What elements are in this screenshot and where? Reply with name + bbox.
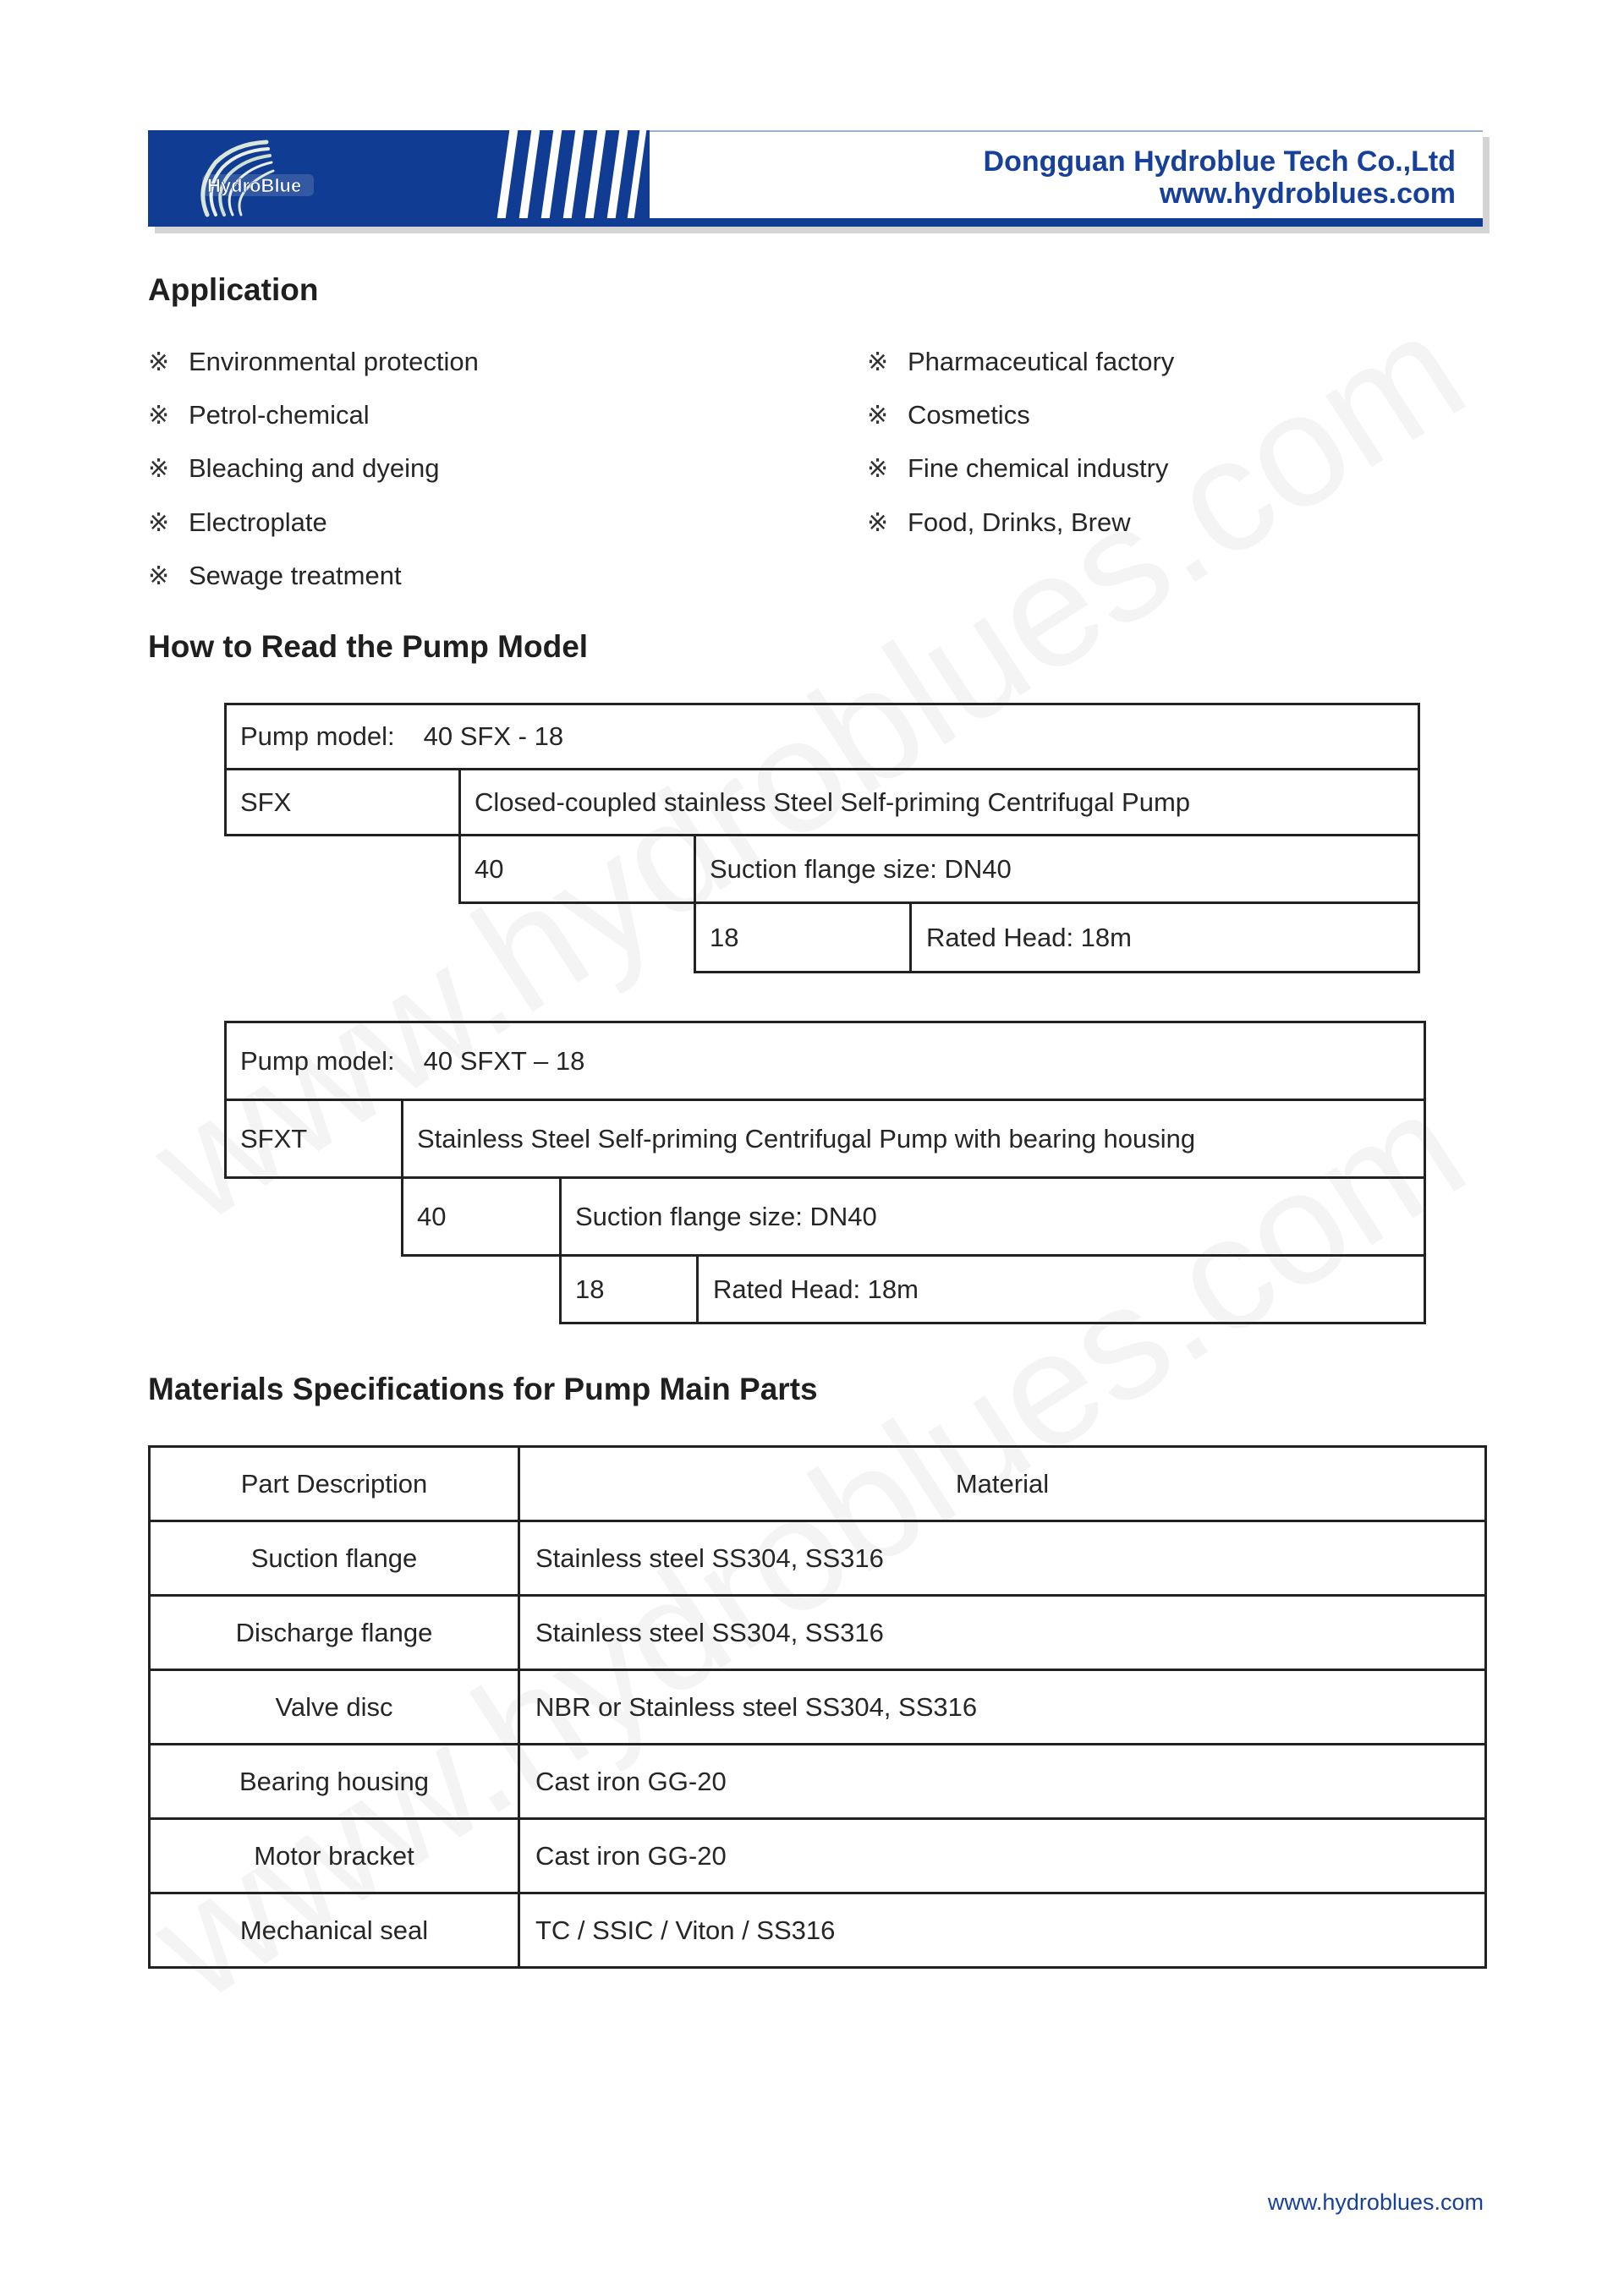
materials-table [148, 1445, 1487, 1969]
size-description: Suction flange size: DN40 [710, 854, 1012, 884]
table-border [224, 1021, 1426, 1023]
part-material: Cast iron GG-20 [519, 1745, 1486, 1819]
application-item [867, 507, 1131, 538]
table-row [150, 1745, 1486, 1819]
part-description: Valve disc [150, 1670, 519, 1745]
bullet-icon: ※ [867, 348, 889, 376]
series-code: SFX [240, 787, 292, 817]
table-border [694, 834, 696, 973]
application-item [867, 347, 1174, 377]
header-stripe [585, 130, 606, 218]
application-item-label: Environmental protection [189, 347, 479, 376]
series-code: SFXT [240, 1124, 308, 1153]
model-value: 40 SFX - 18 [423, 721, 564, 751]
table-border [401, 1254, 1426, 1257]
footer-website-link[interactable]: www.hydroblues.com [1267, 2189, 1484, 2215]
table-row [150, 1819, 1486, 1893]
application-item-label: Fine chemical industry [908, 453, 1169, 483]
table-row [150, 1521, 1486, 1596]
part-material: Stainless steel SS304, SS316 [519, 1596, 1486, 1670]
header-stripe [607, 130, 628, 218]
bullet-icon: ※ [148, 562, 170, 590]
application-item [148, 400, 370, 430]
application-item [148, 507, 327, 538]
part-description: Discharge flange [150, 1596, 519, 1670]
part-material: NBR or Stainless steel SS304, SS316 [519, 1670, 1486, 1745]
application-item-label: Petrol-chemical [189, 400, 370, 430]
model-row [225, 1022, 584, 1100]
hydroblue-logo [190, 137, 326, 222]
model-label: Pump model: [240, 1046, 395, 1076]
table-border [224, 703, 1420, 705]
series-description: Stainless Steel Self-priming Centrifugal Pump with bearing housing [417, 1124, 1196, 1153]
table-border [224, 703, 227, 836]
application-item [867, 400, 1030, 430]
table-border [224, 1021, 227, 1179]
application-item-label: Pharmaceutical factory [908, 347, 1175, 376]
head-description: Rated Head: 18m [713, 1274, 919, 1304]
application-item [148, 561, 402, 591]
application-item [148, 347, 479, 377]
head-code: 18 [710, 923, 739, 952]
series-description: Closed-coupled stainless Steel Self-priming Centrifugal Pump [475, 787, 1191, 817]
table-row [150, 1596, 1486, 1670]
model-value: 40 SFXT – 18 [423, 1046, 585, 1076]
table-border [909, 901, 912, 973]
size-code: 40 [475, 854, 504, 884]
bullet-icon: ※ [148, 509, 170, 537]
table-border [458, 768, 461, 904]
table-border [401, 1099, 403, 1257]
bullet-icon: ※ [148, 402, 170, 430]
table-border [224, 1099, 1426, 1101]
table-row [150, 1893, 1486, 1968]
logo-text: HydroBlue [207, 175, 302, 196]
company-name: Dongguan Hydroblue Tech Co.,Ltd [983, 145, 1456, 178]
pump-model-heading: How to Read the Pump Model [148, 629, 589, 664]
bullet-icon: ※ [148, 348, 170, 376]
model-row [225, 704, 563, 770]
table-border [696, 1254, 699, 1324]
application-item-label: Electroplate [189, 507, 327, 537]
table-header-row [150, 1447, 1486, 1521]
head-code: 18 [575, 1274, 605, 1304]
application-item-label: Cosmetics [908, 400, 1030, 430]
table-border [224, 834, 1420, 836]
size-code: 40 [417, 1202, 447, 1231]
header-stripe [519, 130, 540, 218]
part-material: TC / SSIC / Viton / SS316 [519, 1893, 1486, 1968]
table-border [224, 768, 1420, 770]
header-website: www.hydroblues.com [1159, 178, 1456, 210]
application-item-label: Bleaching and dyeing [189, 453, 440, 483]
application-item-label: Food, Drinks, Brew [908, 507, 1131, 537]
header-bottom-bar [148, 218, 1483, 227]
head-description: Rated Head: 18m [926, 923, 1132, 952]
application-item [867, 453, 1168, 484]
bullet-icon: ※ [867, 509, 889, 537]
table-border [224, 1176, 1426, 1179]
application-item [148, 453, 439, 484]
column-header-part: Part Description [150, 1447, 519, 1521]
materials-heading: Materials Specifications for Pump Main Parts [148, 1372, 818, 1406]
header-top-line [650, 130, 1483, 132]
bullet-icon: ※ [867, 402, 889, 430]
part-description: Suction flange [150, 1521, 519, 1596]
part-description: Bearing housing [150, 1745, 519, 1819]
table-border [1418, 703, 1420, 973]
application-heading: Application [148, 272, 319, 307]
table-border [559, 1322, 1426, 1324]
part-description: Motor bracket [150, 1819, 519, 1893]
table-row [150, 1670, 1486, 1745]
part-material: Stainless steel SS304, SS316 [519, 1521, 1486, 1596]
bullet-icon: ※ [867, 455, 889, 483]
application-item-label: Sewage treatment [189, 561, 402, 590]
table-border [694, 971, 1420, 973]
model-label: Pump model: [240, 721, 395, 751]
header-stripe [563, 130, 584, 218]
table-border [1424, 1021, 1426, 1324]
header-stripe [497, 130, 518, 218]
bullet-icon: ※ [148, 455, 170, 483]
table-border [458, 901, 1420, 904]
header-stripe [628, 130, 647, 218]
header-stripe [541, 130, 562, 218]
column-header-material: Material [519, 1447, 1486, 1521]
header-banner [148, 130, 1483, 227]
part-description: Mechanical seal [150, 1893, 519, 1968]
part-material: Cast iron GG-20 [519, 1819, 1486, 1893]
table-border [559, 1176, 562, 1324]
size-description: Suction flange size: DN40 [575, 1202, 877, 1231]
